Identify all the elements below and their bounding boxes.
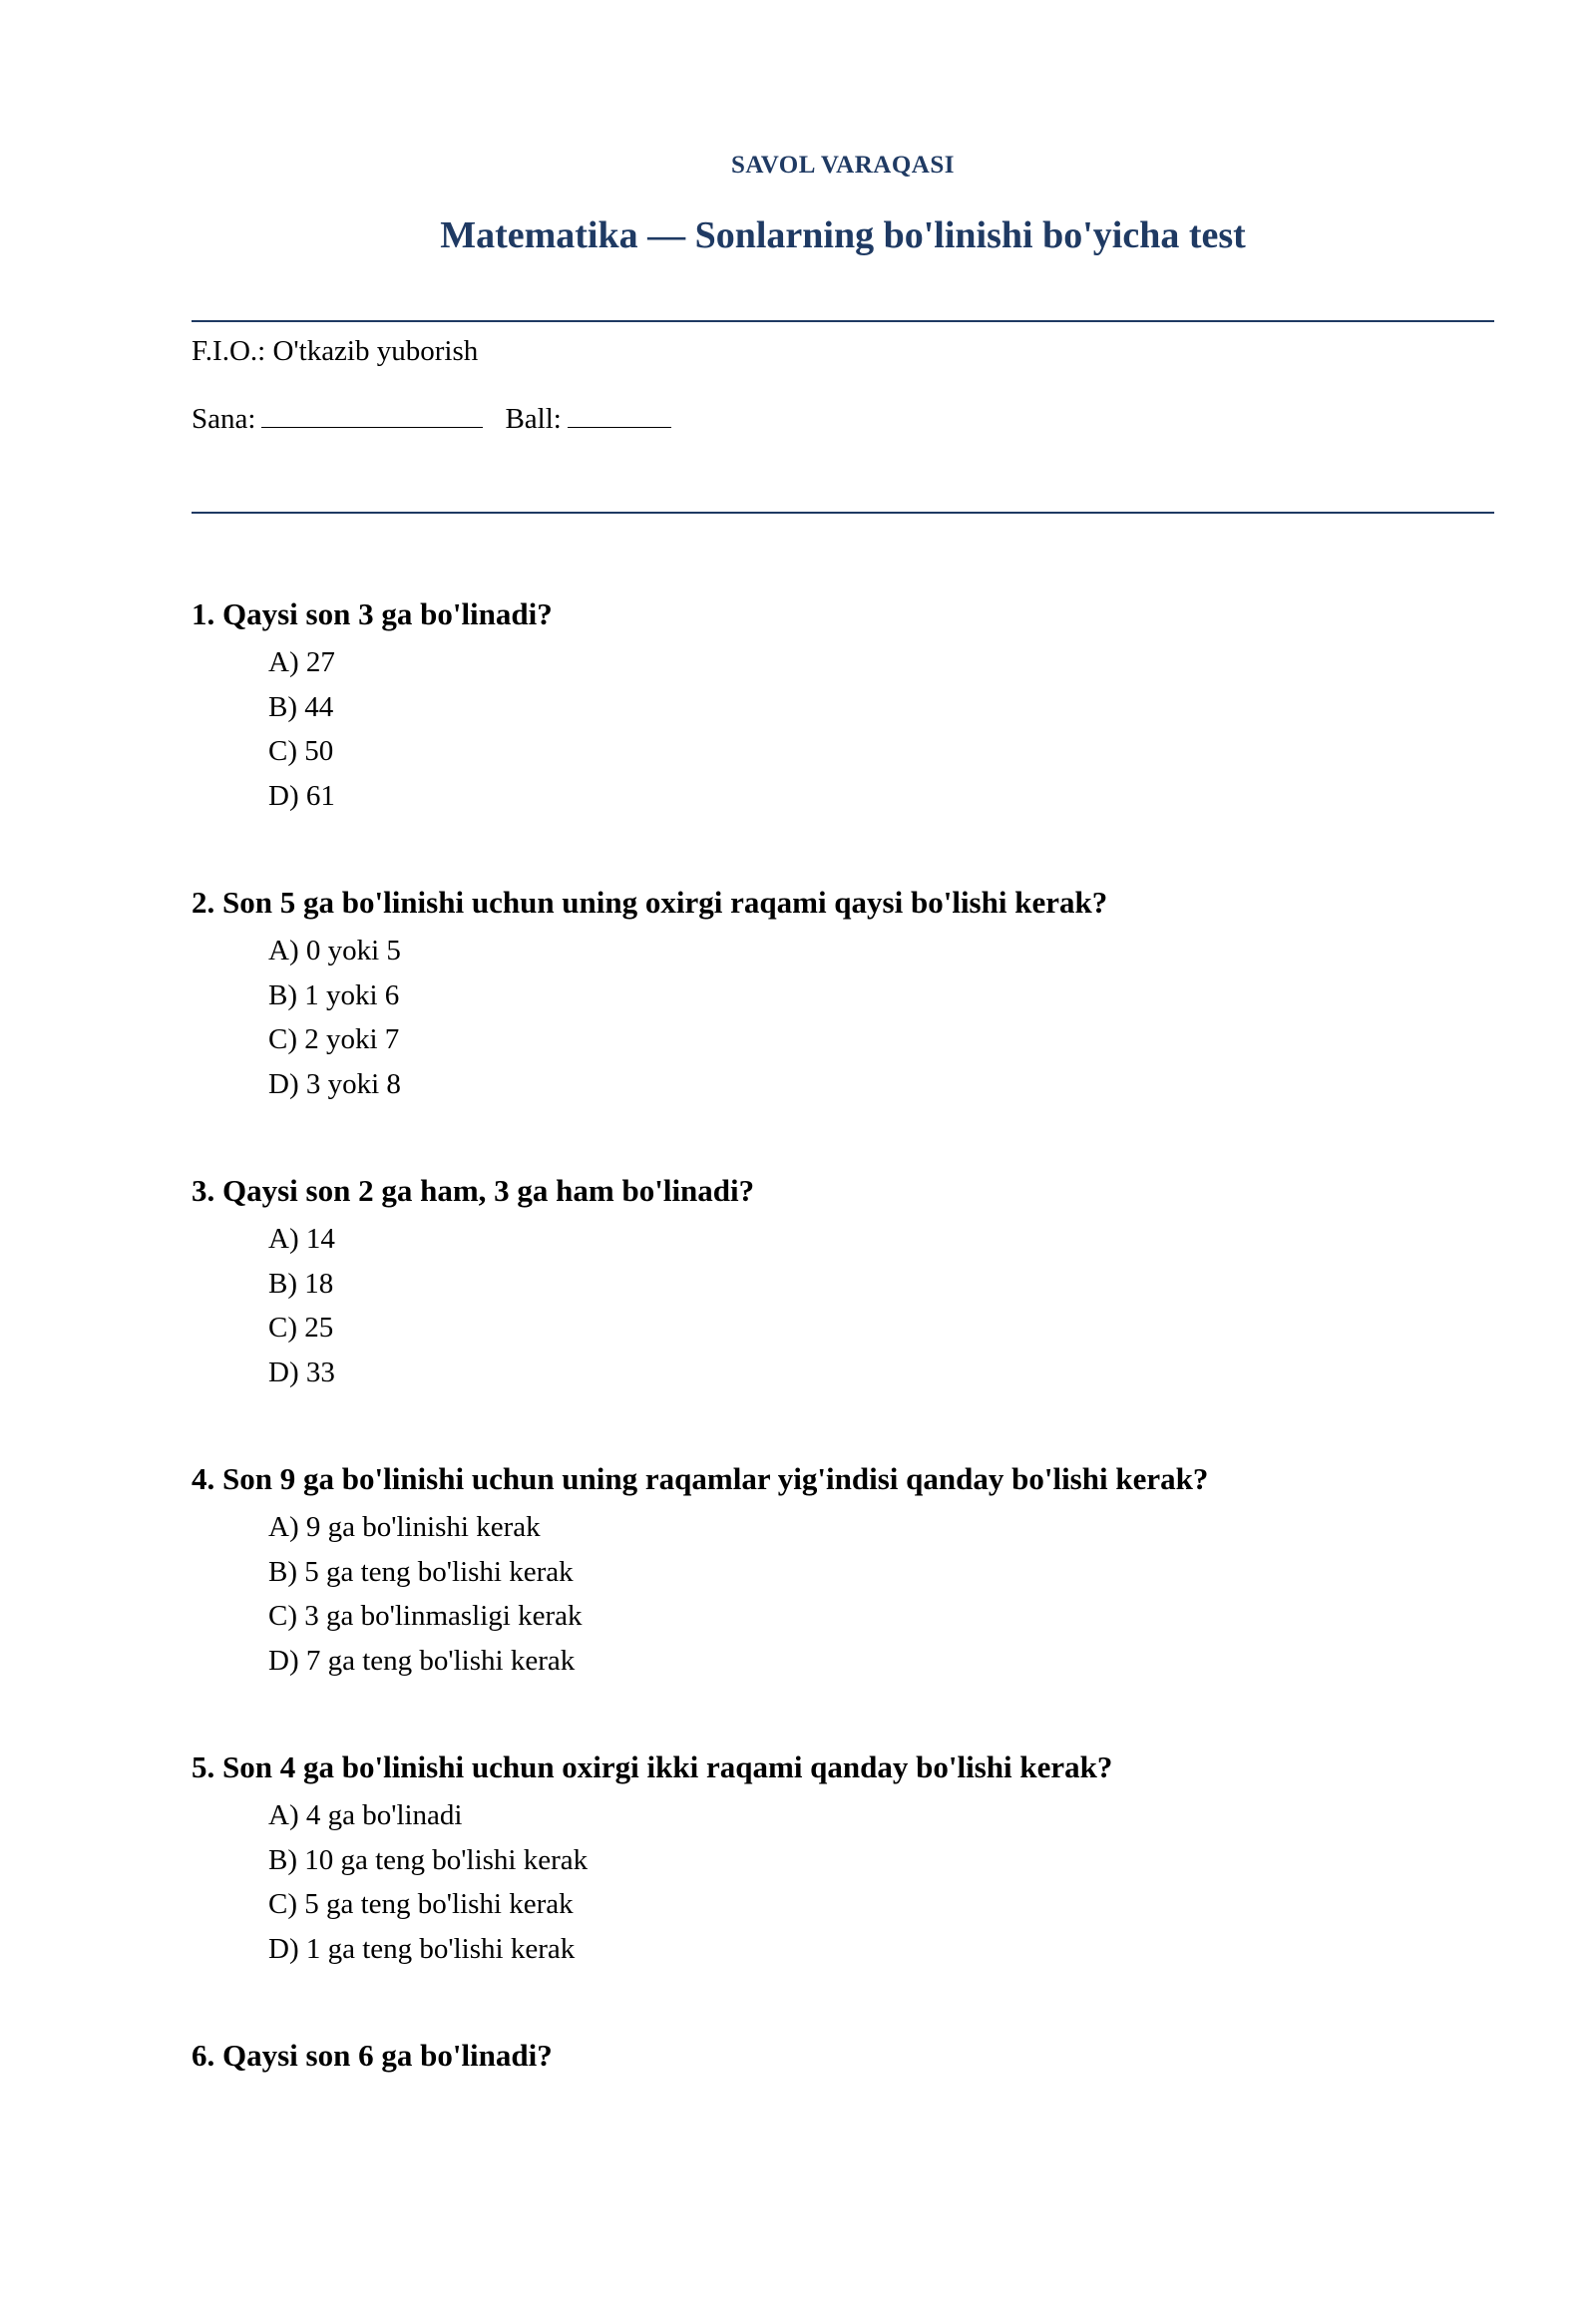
option-b[interactable]: B) 1 yoki 6	[268, 978, 400, 1011]
option-c[interactable]: C) 25	[268, 1312, 334, 1345]
option-list	[192, 1793, 1494, 1971]
option-list	[192, 929, 1494, 1106]
question-text: 5. Son 4 ga bo'linishi uchun oxirgi ikki raqami qanday bo'lishi kerak?	[192, 1749, 1113, 1784]
score-label: Ball:	[505, 403, 562, 435]
option-c[interactable]: C) 5 ga teng bo'lishi kerak	[268, 1888, 574, 1921]
option-d[interactable]: D) 3 yoki 8	[268, 1067, 401, 1100]
question-text: 1. Qaysi son 3 ga bo'linadi?	[192, 596, 553, 631]
option-d[interactable]: D) 61	[268, 779, 335, 812]
option-a[interactable]: A) 9 ga bo'linishi kerak	[268, 1511, 541, 1543]
date-blank-field[interactable]	[261, 401, 483, 428]
page-title: Matematika — Sonlarning bo'linishi bo'yicha test	[440, 214, 1246, 256]
question-6	[192, 2032, 1494, 2320]
score-blank-field[interactable]	[568, 401, 671, 428]
question-text: 3. Qaysi son 2 ga ham, 3 ga ham bo'linadi?	[192, 1173, 755, 1208]
question-2	[192, 879, 1494, 1167]
option-c[interactable]: C) 3 ga bo'linmasligi kerak	[268, 1600, 583, 1633]
sheet-label: SAVOL VARAQASI	[731, 152, 955, 179]
date-score-line	[192, 401, 671, 436]
option-list	[192, 640, 1494, 818]
option-c[interactable]: C) 50	[268, 735, 334, 768]
option-list	[192, 1217, 1494, 1394]
option-d[interactable]: D) 7 ga teng bo'lishi kerak	[268, 1644, 576, 1677]
option-d[interactable]: D) 33	[268, 1355, 335, 1388]
option-c[interactable]: C) 2 yoki 7	[268, 1023, 400, 1056]
question-text: 4. Son 9 ga bo'linishi uchun uning raqamlar yig'indisi qanday bo'lishi kerak?	[192, 1461, 1209, 1496]
option-b[interactable]: B) 5 ga teng bo'lishi kerak	[268, 1555, 574, 1588]
question-4	[192, 1455, 1494, 1743]
date-label: Sana:	[192, 403, 256, 435]
question-3	[192, 1167, 1494, 1455]
option-b[interactable]: B) 44	[268, 690, 334, 723]
question-text: 6. Qaysi son 6 ga bo'linadi?	[192, 2038, 553, 2073]
question-list	[192, 590, 1494, 2320]
option-list	[192, 1505, 1494, 1683]
option-b[interactable]: B) 10 ga teng bo'lishi kerak	[268, 1843, 589, 1876]
bottom-divider	[192, 512, 1494, 514]
question-1	[192, 590, 1494, 879]
option-a[interactable]: A) 0 yoki 5	[268, 935, 401, 967]
question-text: 2. Son 5 ga bo'linishi uchun uning oxirgi raqami qaysi bo'lishi kerak?	[192, 885, 1108, 920]
option-a[interactable]: A) 4 ga bo'linadi	[268, 1799, 463, 1831]
option-a[interactable]: A) 14	[268, 1223, 335, 1255]
option-d[interactable]: D) 1 ga teng bo'lishi kerak	[268, 1932, 576, 1965]
top-divider	[192, 320, 1494, 322]
option-a[interactable]: A) 27	[268, 646, 335, 678]
question-5	[192, 1743, 1494, 2032]
student-name-line: F.I.O.: O'tkazib yuborish	[192, 335, 479, 367]
option-b[interactable]: B) 18	[268, 1267, 334, 1300]
